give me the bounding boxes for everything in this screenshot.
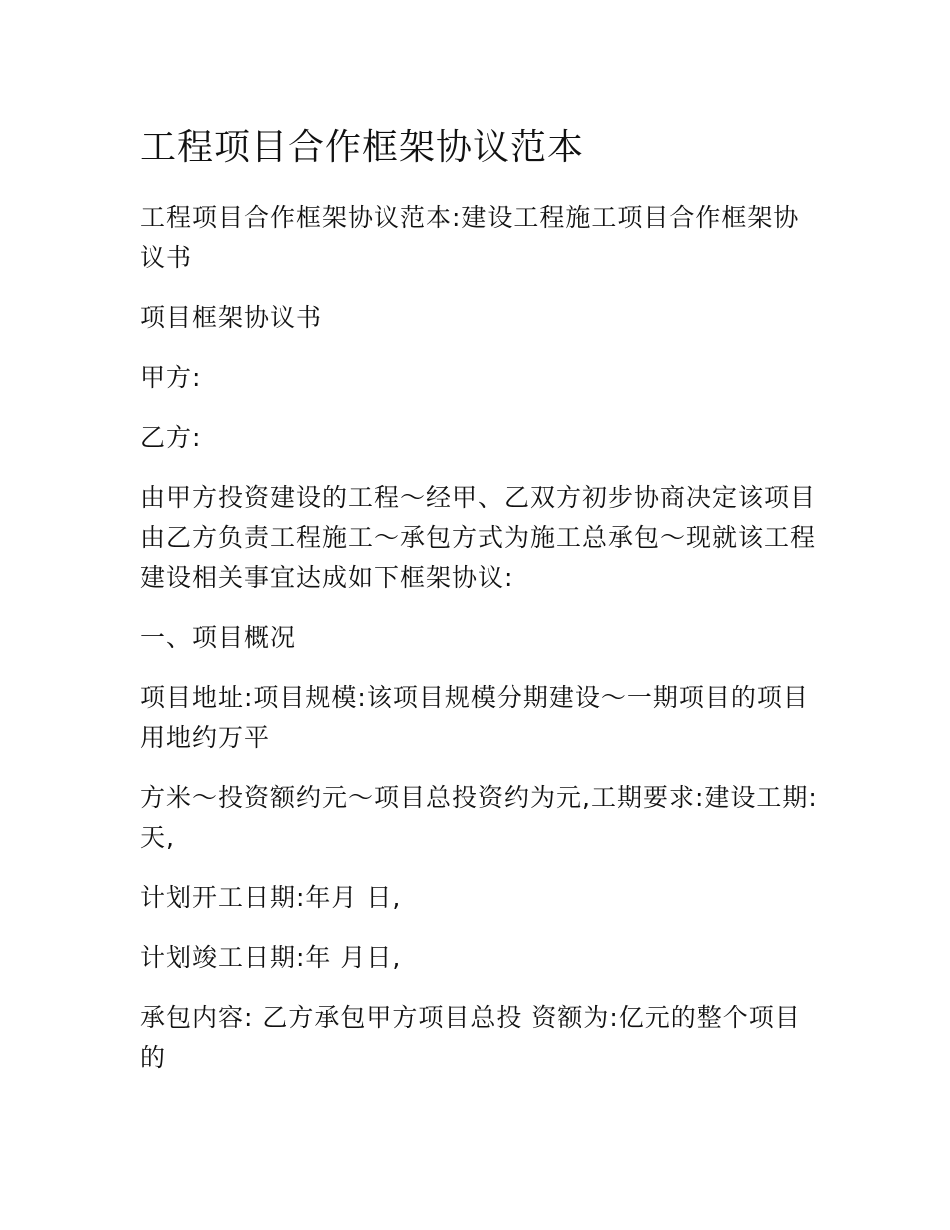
paragraph-investment-duration: 方米～投资额约元～项目总投资约为元,工期要求:建设工期:天, [140, 783, 818, 852]
paragraph-party-b: 乙方: [140, 423, 202, 452]
paragraph-agreement-heading: 项目框架协议书 [140, 303, 323, 332]
document-title: 工程项目合作框架协议范本 [140, 127, 585, 168]
paragraph-planned-completion-date: 计划竣工日期:年 月日, [140, 943, 402, 972]
paragraph-contract-scope: 承包内容: 乙方承包甲方项目总投 资额为:亿元的整个项目的 [140, 1003, 801, 1072]
paragraph-party-a: 甲方: [140, 363, 202, 392]
paragraph-planned-start-date: 计划开工日期:年月 日, [140, 883, 402, 912]
paragraph-project-address-scale: 项目地址:项目规模:该项目规模分期建设～一期项目的项目用地约万平 [140, 683, 809, 752]
paragraph-subtitle: 工程项目合作框架协议范本:建设工程施工项目合作框架协议书 [140, 203, 800, 272]
section-heading-project-overview: 一、项目概况 [140, 623, 297, 652]
document-body [140, 122, 820, 1098]
paragraph-preamble: 由甲方投资建设的工程～经甲、乙双方初步协商决定该项目由乙方负责工程施工～承包方式为施工总承包～现就该工程建设相关事宜达成如下框架协议: [140, 483, 817, 592]
